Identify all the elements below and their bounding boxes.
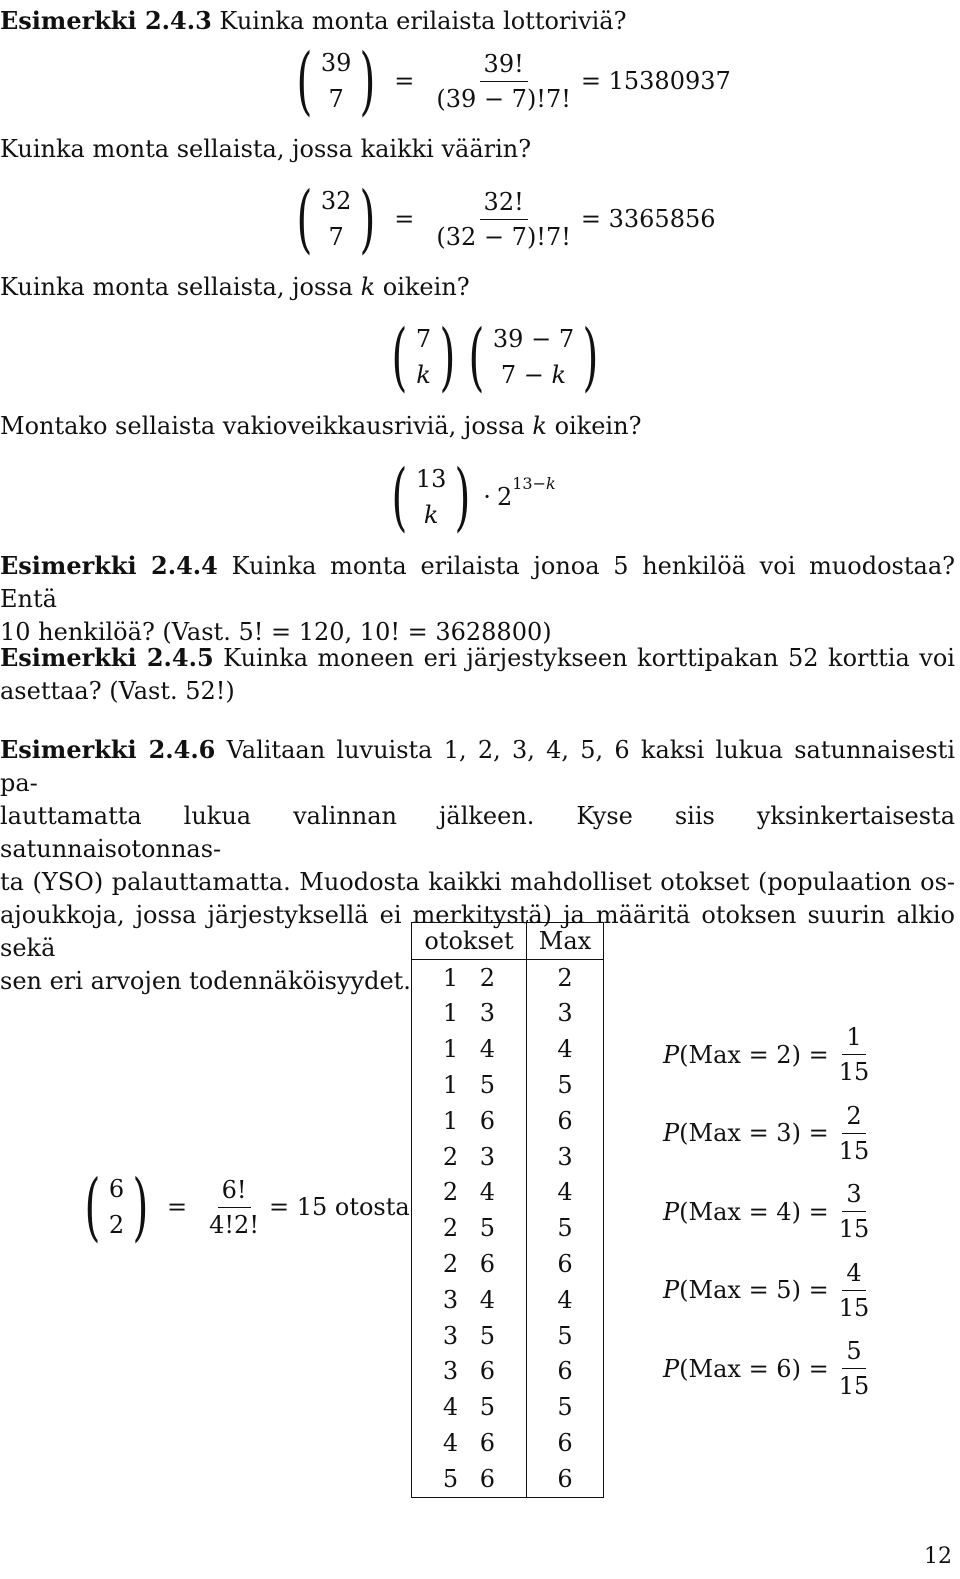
probability-line: [663, 1334, 879, 1403]
binom-n: 6: [108, 1175, 125, 1203]
p-symbol: P: [663, 1040, 680, 1069]
fraction-denominator: 15: [838, 1293, 870, 1322]
ex245-text2: asettaa? (Vast. 52!): [0, 677, 235, 705]
binom-32-7minusk: ( 39 − 7 7 − k ): [468, 314, 599, 400]
binom-k-prefix: 7 −: [500, 361, 552, 389]
fraction-denominator: 15: [838, 1058, 870, 1086]
ex245-label: Esimerkki 2.4.5: [0, 643, 214, 672]
binom-n: 7: [415, 325, 432, 353]
cell-otokset: 3 4: [412, 1282, 527, 1318]
cell-otokset: 2 6: [412, 1246, 527, 1282]
probability-lhs: (Max = 5) =: [679, 1276, 829, 1304]
fraction-numerator: 1: [842, 1020, 865, 1055]
table-row: [412, 1354, 604, 1390]
table-row: [412, 1318, 604, 1354]
cell-max: 2: [557, 963, 573, 992]
cell-otokset: 1 5: [412, 1067, 527, 1103]
formula-vakioveikkaus: [385, 454, 556, 540]
result: = 15380937: [580, 67, 731, 95]
ex244-text1: Kuinka monta erilaista jonoa 5 henkilöä voi muodostaa? Entä: [0, 552, 955, 613]
cell-otokset: 3 6: [412, 1354, 527, 1390]
fraction: [432, 185, 574, 254]
table-row: [412, 996, 604, 1032]
binom-32-7: ( 32 7 ): [296, 176, 376, 262]
fraction: [835, 1020, 874, 1089]
ex244-label: Esimerkki 2.4.4: [0, 551, 218, 580]
binom-k: 2: [108, 1211, 125, 1239]
formula-k-correct: [385, 314, 605, 400]
q3-text-end: oikein?: [382, 273, 470, 301]
cell-max: 5: [557, 1071, 573, 1100]
ex243-heading: [0, 4, 626, 38]
table-row: [412, 1103, 604, 1139]
table-row: [412, 959, 604, 995]
cell-otokset: 1 4: [412, 1031, 527, 1067]
table-row: [412, 1067, 604, 1103]
cell-max: 4: [557, 1035, 573, 1064]
cell-otokset: 5 6: [412, 1461, 527, 1497]
ex243-q3: [0, 270, 470, 304]
probability-line: [663, 1256, 879, 1325]
p-symbol: P: [663, 1354, 680, 1383]
q4-var: k: [532, 412, 547, 440]
fraction-denominator: (39 − 7)!7!: [436, 84, 571, 113]
binom-39-7: ( 39 7 ): [296, 38, 376, 124]
cell-max: 6: [557, 1357, 573, 1386]
p-symbol: P: [663, 1119, 680, 1147]
fraction: [835, 1334, 874, 1403]
fraction-denominator: 15: [838, 1372, 870, 1400]
binom-7-k: ( 7 k ): [391, 314, 456, 400]
cell-otokset: 4 6: [412, 1425, 527, 1461]
binom-n: 39 − 7: [492, 325, 575, 353]
p-symbol: P: [663, 1276, 680, 1304]
binom-k: [501, 357, 566, 393]
fraction-numerator: 3: [842, 1177, 865, 1212]
ex246-line2: lauttamatta lukua valinnan jälkeen. Kyse siis yksinkertaisesta satunnaisotonnas-: [0, 802, 955, 863]
fraction-numerator: 4: [842, 1256, 865, 1291]
result: = 3365856: [580, 205, 716, 233]
table-row: [412, 1246, 604, 1282]
cell-otokset: 2 4: [412, 1175, 527, 1211]
fraction: [835, 1177, 874, 1246]
cell-otokset: 3 5: [412, 1318, 527, 1354]
page-number: 12: [924, 1544, 952, 1569]
table-row: [412, 1139, 604, 1175]
fraction: [432, 47, 574, 116]
binom-k: k: [423, 501, 439, 529]
fraction-denominator: (32 − 7)!7!: [436, 222, 571, 251]
table-row: [412, 1461, 604, 1497]
q3-var: k: [360, 273, 376, 301]
ex243-q2: Kuinka monta sellaista, jossa kaikki väärin?: [0, 135, 532, 163]
ex246-line1: Valitaan luvuista 1, 2, 3, 4, 5, 6 kaksi lukua satunnaisesti pa-: [0, 736, 955, 797]
table-row: [412, 1210, 604, 1246]
table-row: [412, 1425, 604, 1461]
binom-k-var: k: [551, 361, 567, 389]
ex245: [0, 641, 955, 708]
binom-n: 32: [320, 187, 352, 215]
fraction: [835, 1256, 874, 1325]
dot-operator: ·: [483, 483, 491, 511]
ex246-line5: sen eri arvojen todennäköisyydet.: [0, 967, 411, 995]
samples-table-wrap: [411, 922, 604, 1498]
result: = 15 otosta: [268, 1193, 410, 1221]
probability-line: [663, 1099, 879, 1168]
fraction-denominator: 15: [838, 1215, 870, 1243]
cell-otokset: 2 5: [412, 1210, 527, 1246]
cell-max: 6: [557, 1106, 573, 1135]
q3-text: Kuinka monta sellaista, jossa: [0, 273, 353, 301]
cell-max: 5: [557, 1321, 573, 1350]
cell-otokset: 2 3: [412, 1139, 527, 1175]
binom-k: k: [416, 361, 431, 389]
power-exponent: [512, 474, 555, 493]
table-header-row: [412, 923, 604, 960]
header-max: Max: [538, 926, 592, 955]
fraction-numerator: 2: [842, 1099, 865, 1134]
probability-line: [663, 1177, 879, 1246]
fraction: [835, 1099, 874, 1168]
q4-text: Montako sellaista vakioveikkausriviä, jossa: [0, 412, 525, 440]
probability-lhs: (Max = 4) =: [679, 1197, 829, 1226]
cell-max: 4: [557, 1178, 573, 1207]
probability-lhs: (Max = 6) =: [679, 1354, 829, 1383]
q4-text-end: oikein?: [554, 412, 642, 440]
fraction-numerator: 5: [842, 1334, 865, 1369]
ex243-label: Esimerkki 2.4.3: [0, 6, 212, 35]
exponent-var: k: [545, 473, 556, 493]
table-row: [412, 1282, 604, 1318]
table-row: [412, 1031, 604, 1067]
cell-max: 6: [557, 1250, 573, 1279]
fraction-numerator: 32!: [480, 185, 528, 220]
binom-k: 7: [328, 85, 344, 113]
binom-k: 7: [328, 223, 344, 251]
probability-line: [663, 1020, 879, 1089]
formula-all-wrong: ( 32 7 ) = $\frac{32!}{(32 - 7)!7!}$ = 3365856: [290, 182, 716, 256]
formula-lotto: ( 39 7 ) = $\frac{39!}{(39 - 7)!7!}$ = 15380937: [290, 44, 731, 118]
cell-max: 3: [557, 999, 573, 1028]
fraction-numerator: 39!: [480, 47, 528, 82]
p-symbol: P: [663, 1197, 680, 1226]
fraction-denominator: 4!2!: [209, 1210, 259, 1239]
header-otokset: otokset: [412, 923, 527, 960]
ex246-label: Esimerkki 2.4.6: [0, 735, 216, 764]
fraction-denominator: 15: [838, 1136, 870, 1165]
table-row: [412, 1175, 604, 1211]
power-base: 2: [496, 483, 513, 511]
probability-lhs: (Max = 3) =: [679, 1119, 829, 1147]
ex244-text2: 10 henkilöä? (Vast. 5! = 120, 10! = 3628800): [0, 618, 552, 646]
formula-samples-count: ( 6 2 ) = $\frac{6!}{4!2!}$ = 15 otosta: [78, 1170, 410, 1244]
ex246-line3: ta (YSO) palauttamatta. Muodosta kaikki mahdolliset otokset (populaation os-: [0, 868, 955, 896]
binom-n: 39: [320, 49, 352, 77]
cell-otokset: 1 6: [412, 1103, 527, 1139]
table-row: [412, 1389, 604, 1425]
binom-n: 13: [415, 465, 447, 493]
cell-otokset: 1 3: [412, 996, 527, 1032]
cell-max: 6: [557, 1464, 573, 1493]
cell-max: 5: [557, 1214, 573, 1243]
probability-lhs: (Max = 2) =: [679, 1040, 829, 1069]
cell-max: 3: [557, 1142, 573, 1171]
ex243-question: Kuinka monta erilaista lottoriviä?: [219, 7, 627, 35]
binom-13-k: ( 13 k ): [391, 454, 471, 540]
fraction: [205, 1173, 263, 1242]
binom-6-2: ( 6 2 ): [84, 1164, 149, 1250]
ex243-q4: [0, 409, 641, 443]
cell-max: 5: [557, 1393, 573, 1422]
samples-table: [411, 922, 604, 1498]
cell-otokset: 4 5: [412, 1389, 527, 1425]
ex246-line4: ajoukkoja, jossa järjestyksellä ei merkitystä) ja määritä otoksen suurin alkio sekä: [0, 901, 955, 962]
ex244: [0, 549, 955, 649]
cell-max: 4: [557, 1285, 573, 1314]
cell-max: 6: [557, 1429, 573, 1458]
table-body: [412, 959, 604, 1497]
exponent-prefix: 13−: [512, 473, 546, 493]
ex245-text1: Kuinka moneen eri järjestykseen korttipakan 52 korttia voi: [223, 644, 955, 672]
fraction-numerator: 6!: [218, 1173, 251, 1208]
cell-otokset: 1 2: [412, 959, 527, 995]
